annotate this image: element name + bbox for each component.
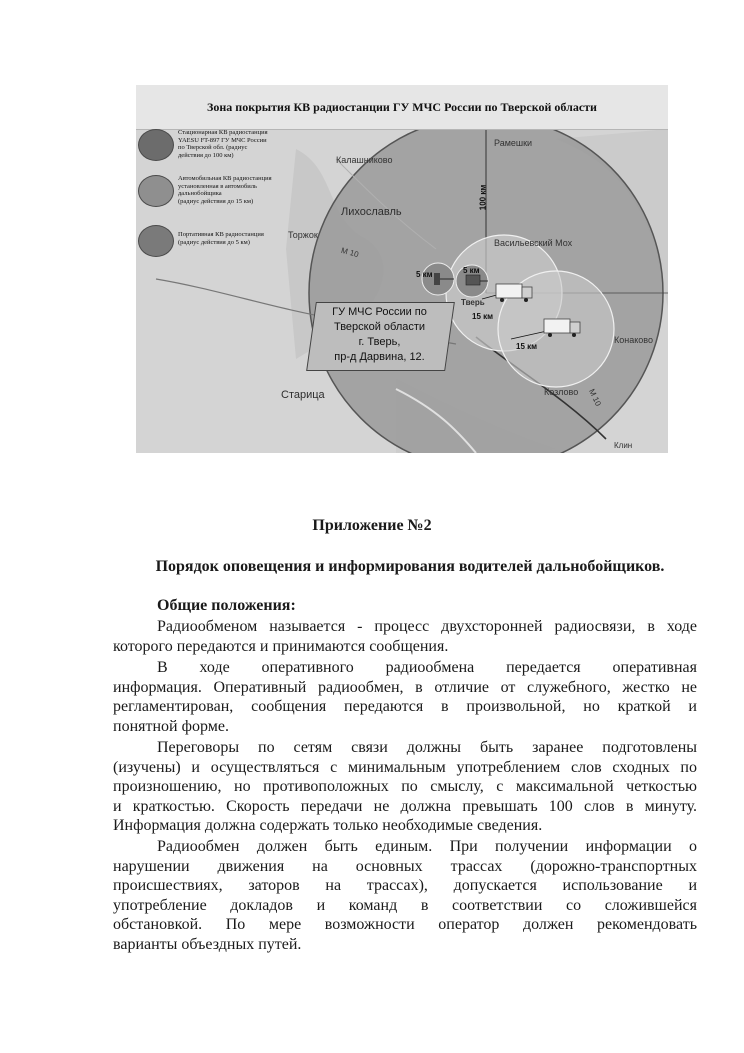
handheld-radio-icon: [138, 225, 174, 257]
legend-item-handheld: [138, 225, 298, 259]
coverage-map: [136, 85, 668, 453]
radius-label: 15 км: [516, 342, 538, 351]
legend-text: Портативная КВ радиостанция (радиус действия до 5 км): [178, 231, 264, 246]
legend-text: Автомобильная КВ радиостанция установленная в автомобиль дальнобойщика (радиус действия до 15 км): [178, 175, 272, 205]
place-label: Тверь: [461, 298, 485, 307]
radio-station-icon: [138, 129, 174, 161]
road-label: М 10: [340, 245, 360, 260]
place-label: Конаково: [614, 335, 653, 345]
place-label: Калашниково: [336, 155, 393, 165]
place-label: Лихославль: [341, 206, 402, 218]
paragraph: В ходе оперативного радиообмена передается оперативная информация. Оперативный радиообмен, в отличие от служебного, жестко не регламентирован, сообщения передаются в произвольной, но краткой и понятной форме.: [113, 659, 697, 735]
appendix-title: Приложение №2: [312, 517, 432, 534]
document-subtitle: Порядок оповещения и информирования водителей дальнобойщиков.: [155, 558, 665, 575]
place-label: Клин: [614, 441, 633, 450]
legend-text: Стационарная КВ радиостанция YAESU FT-897 ГУ МЧС России по Тверской обл. (радиус действия до 100 км): [178, 129, 268, 159]
place-label: Рамешки: [494, 138, 533, 148]
legend-item-stationary: [138, 129, 298, 169]
place-label: Васильевский Мох: [494, 238, 573, 248]
radius-label: 5 км: [463, 266, 480, 275]
road-label: М 10: [587, 387, 603, 408]
legend-item-truck: [138, 175, 298, 215]
place-label: Старица: [281, 389, 325, 401]
place-label: Козлово: [544, 387, 579, 397]
place-label: Торжок: [288, 230, 318, 240]
radius-label: 5 км: [416, 270, 433, 279]
map-title-bar: [136, 85, 668, 130]
map-title: Зона покрытия КВ радиостанции ГУ МЧС России по Тверской области: [207, 100, 597, 114]
truck-icon: [138, 175, 174, 207]
paragraph: Переговоры по сетям связи должны быть заранее подготовлены (изучены) и осуществляться с минимальным употреблением слов сходных по произношению, но противоположных по смыслу, с максимальной четкостью и краткостью. Скорость передачи не должна превышать 100 слов в минуту. Информация должна содержать только необходимые сведения.: [113, 739, 697, 835]
hq-label: ГУ МЧС России по Тверской области г. Тверь, пр-д Дарвина, 12.: [332, 306, 427, 363]
radius-label: 100 км: [478, 184, 488, 211]
section-title: Общие положения:: [157, 597, 296, 614]
paragraph: Радиообменом называется - процесс двухсторонней радиосвязи, в ходе которого передаются и принимаются сообщения.: [113, 618, 697, 655]
paragraph: Радиообмен должен быть единым. При получении информации о нарушении движения на основных трассах (дорожно-транспортных происшествиях, заторов на трассах), допускается использование и употребление докладов и команд в соответствии со сложившейся обстановкой. По мере возможности оператор должен рекомендовать варианты объездных путей.: [113, 838, 697, 953]
radius-label: 15 км: [472, 312, 494, 321]
